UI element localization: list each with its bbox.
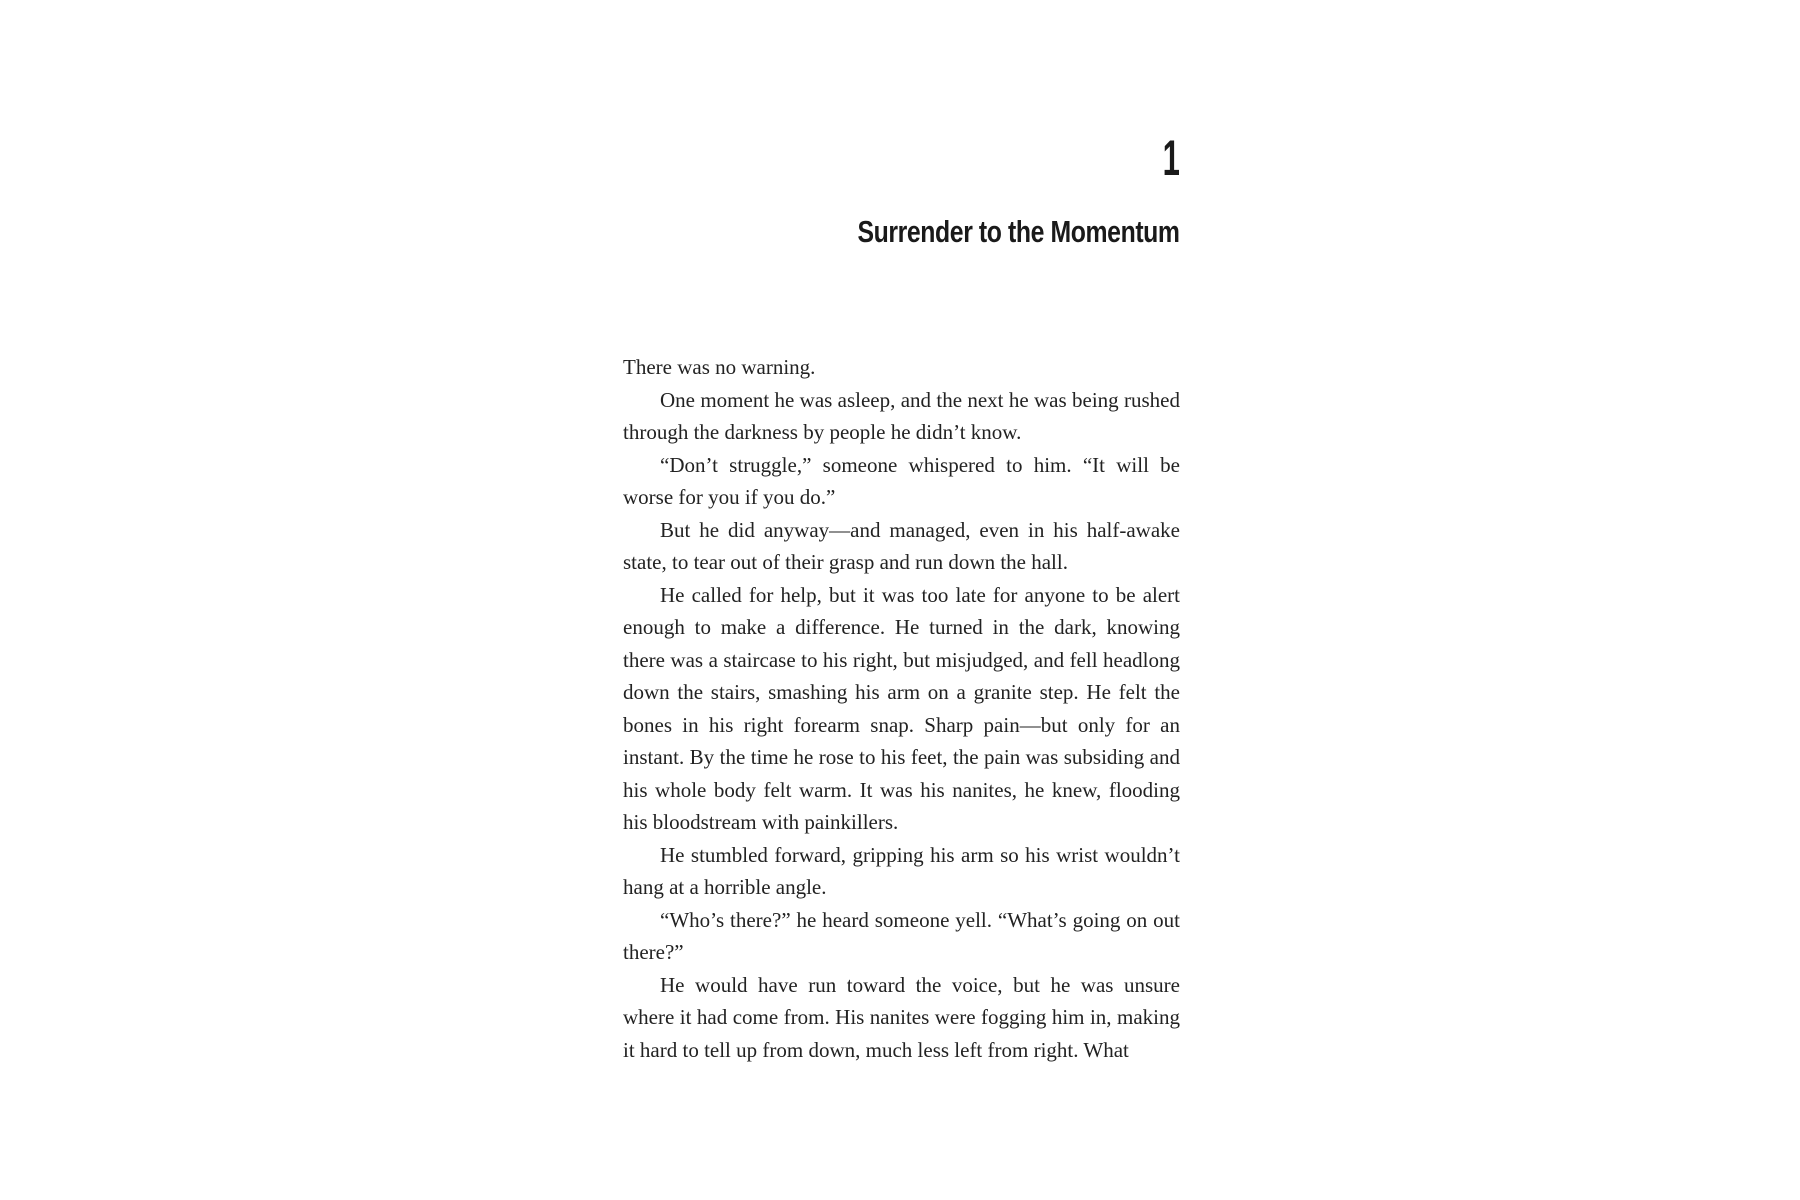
paragraph: “Don’t struggle,” someone whispered to him. “It will be worse for you if you do.” <box>623 452 1180 509</box>
paragraph: He would have run toward the voice, but he was unsure where it had come from. His nanites were fogging him in, making it hard to tell up from down, much less left from right. What <box>623 972 1180 1062</box>
chapter-number: 1 <box>1162 130 1180 186</box>
paragraph: There was no warning. <box>623 355 816 379</box>
paragraph: “Who’s there?” he heard someone yell. “What’s going on out there?” <box>623 907 1180 964</box>
chapter-title: Surrender to the Momentum <box>857 214 1180 249</box>
paragraph: One moment he was asleep, and the next he was being rushed through the darkness by people he didn’t know. <box>623 387 1180 444</box>
book-page <box>623 0 1180 1200</box>
paragraph: He stumbled forward, gripping his arm so his wrist wouldn’t hang at a horrible angle. <box>623 842 1180 899</box>
paragraph: But he did anyway—and managed, even in his half-awake state, to tear out of their grasp and run down the hall. <box>623 517 1180 574</box>
paragraph: He called for help, but it was too late for anyone to be alert enough to make a difference. He turned in the dark, knowing there was a staircase to his right, but misjudged, and fell headlong down the stairs, smashing his arm on a granite step. He felt the bones in his right forearm snap. Sharp pain—but only for an instant. By the time he rose to his feet, the pain was subsiding and his whole body felt warm. It was his nanites, he knew, flooding his bloodstream with painkillers. <box>623 582 1180 834</box>
chapter-body <box>623 351 1180 1066</box>
